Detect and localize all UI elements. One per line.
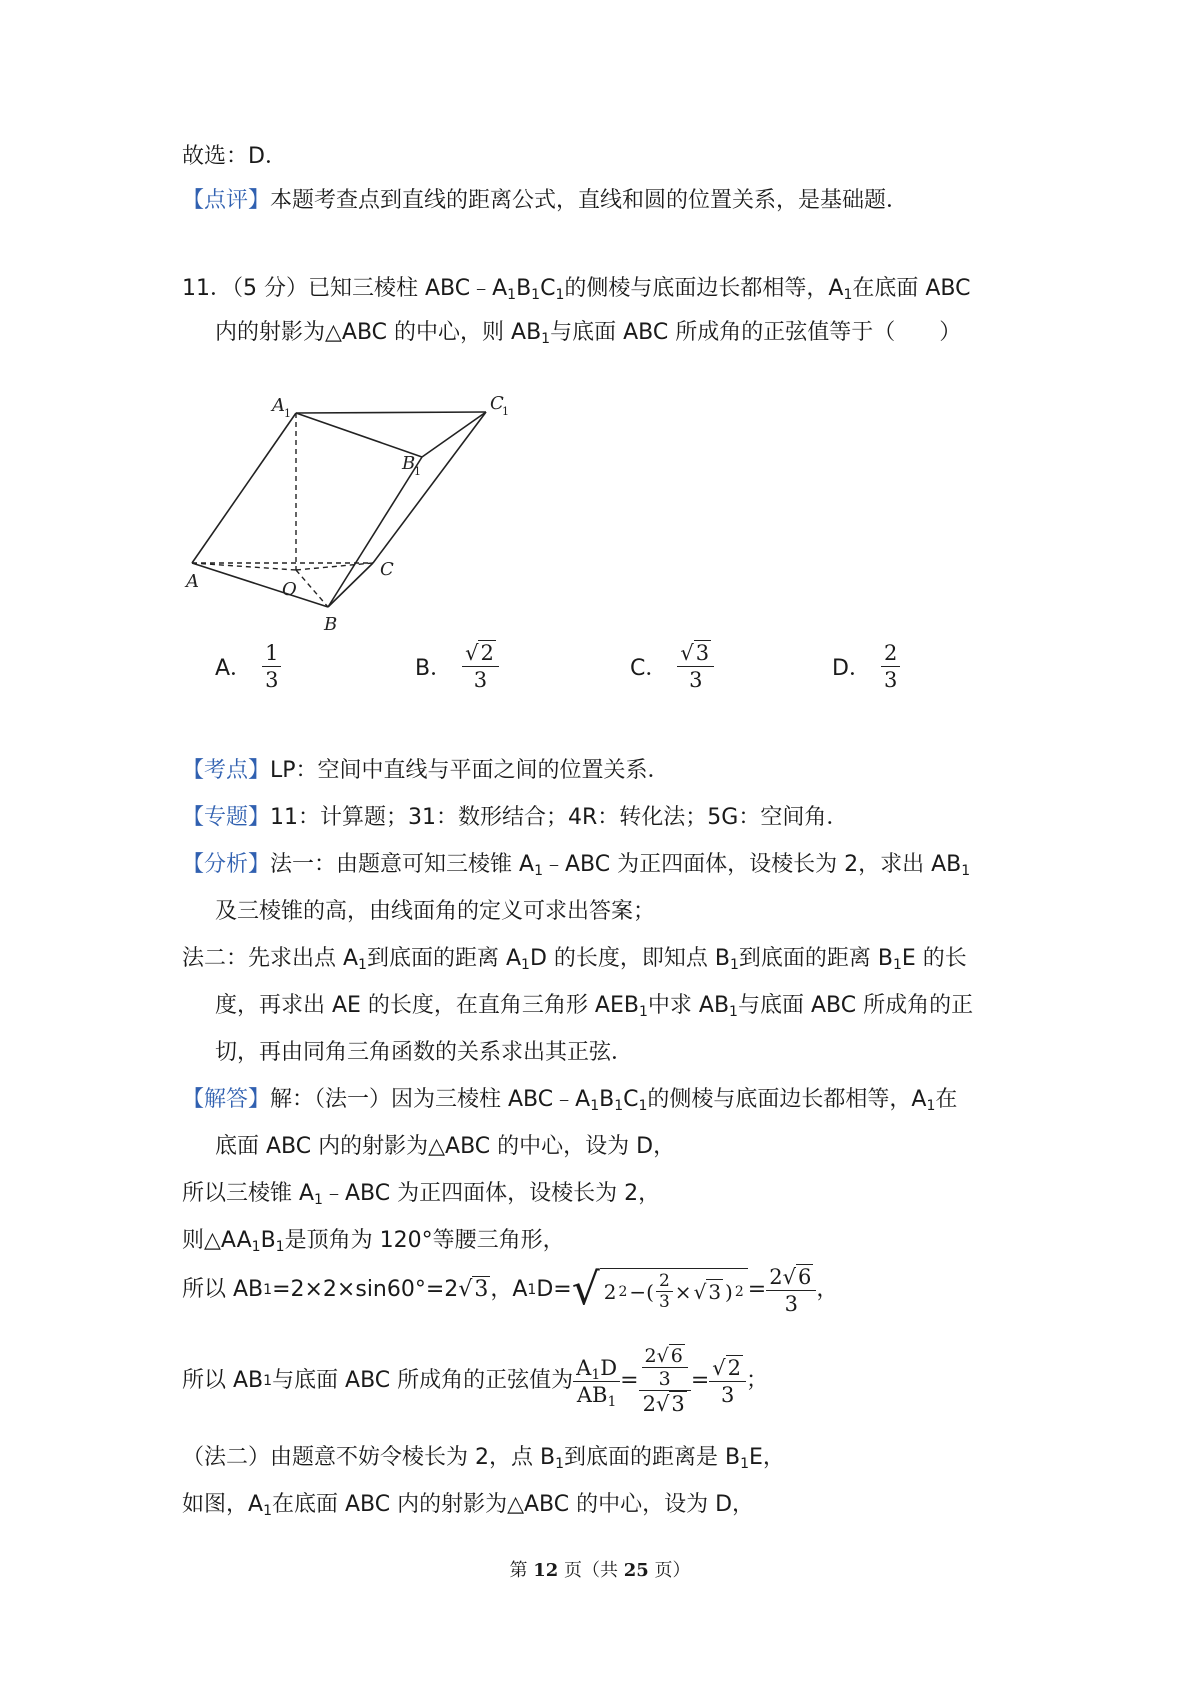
label-c1: C — [490, 393, 504, 414]
svg-text:1: 1 — [414, 465, 421, 478]
analysis-line1: 【分析】法一：由题意可知三棱锥 $A_1﹣ABC$ 为正四面体，设棱长为 2，求出 $AB_1$ — [182, 852, 971, 879]
method2-solution-line1: （法二）由题意不妨令棱长为 2，点 $B_1$到底面的距离是 $B_1E$， — [182, 1445, 785, 1472]
label-o: O — [282, 579, 297, 600]
method2-line2: 度，再求出 AE 的长度，在直角三角形 $AEB_1$中求 $AB_1$与底面 ABC 所成角的正 — [215, 993, 974, 1020]
label-a1: A — [272, 395, 285, 416]
solution-line6: 所以 AB 1 与底面 ABC 所成角的正弦值为 $\frac{A_1D}{AB_1}$ = $\frac{\frac{2√ 6}{3}}{2√3}$ = $\frac{√2}{3}$ ； — [182, 1345, 769, 1416]
sqrt-expression: √ 2 2 −( $\frac{2}{3}$ × √ 3 ) 2 — [572, 1268, 748, 1312]
prism-figure — [180, 385, 520, 630]
method2-line3: 切，再由同角三角函数的关系求出其正弦． — [215, 1040, 634, 1065]
review-text: 本题考查点到直线的距离公式，直线和圆的位置关系，是基础题． — [270, 188, 909, 213]
label-c: C — [380, 559, 394, 580]
question-11-line2: 内的射影为△ABC 的中心，则 $AB_1$与底面 ABC 所成角的正弦值等于（ ） — [215, 320, 962, 347]
solution-line1: 【解答】解：（法一）因为三棱柱 $ABC﹣A_1B_1C_1$的侧棱与底面边长都相等，$A_1$在 — [182, 1087, 958, 1114]
question-11-line1: 11．（5 分）已知三棱柱 $ABC﹣A_1B_1C_1$的侧棱与底面边长都相等，$A_1$在底面 ABC — [182, 276, 971, 303]
label-b: B — [324, 614, 338, 630]
review-line — [182, 186, 908, 216]
svg-text:1: 1 — [502, 405, 509, 418]
line-conclusion: 故选：D． — [182, 144, 287, 169]
method2-line1: 法二：先求出点 $A_1$到底面的距离 $A_1D$ 的长度，即知点 $B_1$到底面的距离 $B_1E$ 的长 — [182, 946, 967, 973]
solution-line5: 所以 AB 1 =2×2×sin60°=2 √3 ，A 1 D= √ 2 2 −( $\frac{2}{3}$ × √ 3 ) 2 = $\frac{2√6}{3}$ ， — [182, 1264, 839, 1316]
label-a: A — [186, 571, 199, 592]
label-b1: B — [402, 453, 416, 474]
review-tag: 【点评】 — [182, 188, 271, 213]
solution-line3: 所以三棱锥 $A_1﹣ABC$ 为正四面体，设棱长为 2， — [182, 1181, 661, 1208]
solution-line2: 底面 ABC 内的射影为△ABC 的中心，设为 D， — [215, 1134, 676, 1159]
solution-line4: 则$\triangle AA_1B_1$是顶角为 120°等腰三角形， — [182, 1228, 565, 1255]
option-a[interactable]: A． $\frac{1}{3}$ — [215, 640, 281, 693]
option-d[interactable]: D． $\frac{2}{3}$ — [832, 640, 900, 693]
method2-solution-line2: 如图，$A_1$在底面 ABC 内的射影为△ABC 的中心，设为 D， — [182, 1492, 755, 1519]
knowledge-point-line: 【考点】LP：空间中直线与平面之间的位置关系． — [182, 758, 670, 783]
page-footer: 第 12 页（共 25 页） — [509, 1560, 691, 1581]
svg-text:1: 1 — [284, 407, 291, 420]
option-b[interactable]: B． $\frac{√2}{3}$ — [415, 640, 499, 693]
option-c[interactable]: C． $\frac{√3}{3}$ — [630, 640, 714, 693]
topic-line: 【专题】11：计算题；31：数形结合；4R：转化法；5G：空间角． — [182, 805, 849, 830]
analysis-line2: 及三棱锥的高，由线面角的定义可求出答案； — [215, 899, 656, 924]
